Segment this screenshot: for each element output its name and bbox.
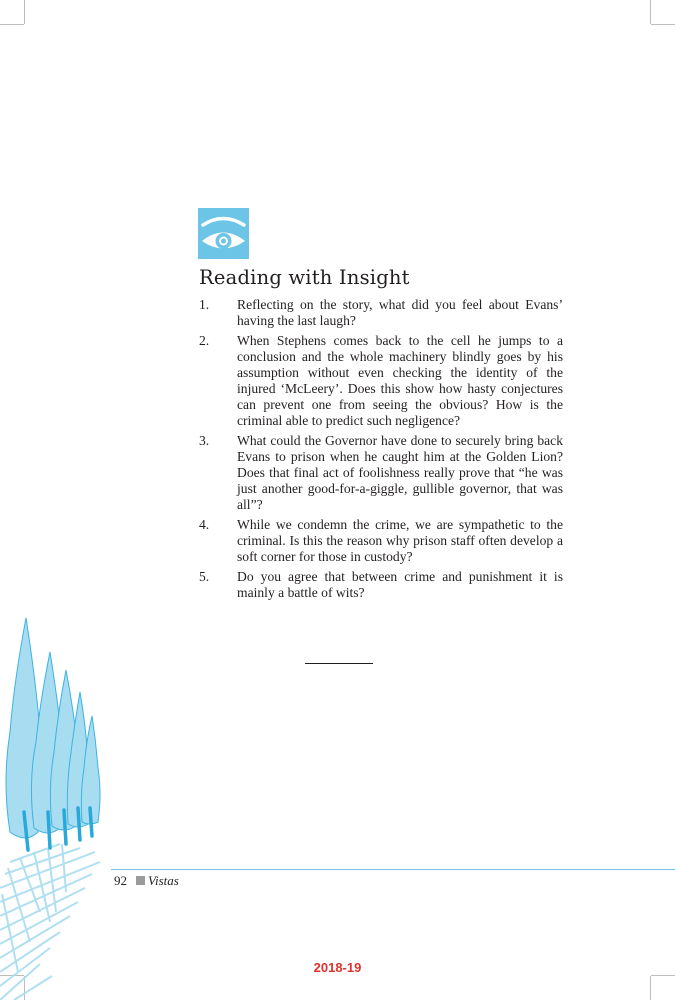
crop-mark-top-left-horizontal xyxy=(0,24,24,25)
crop-mark-top-right-horizontal xyxy=(651,24,675,25)
question-text: When Stephens comes back to the cell he jumps to a conclusion and the whole machinery blindly goes by his assumption without even checking the identity of the injured ‘McLeery’. Does this show how hasty conjectures can prevent one from seeing the obvious? How is the criminal able to predict such negligence? xyxy=(237,333,563,428)
crop-mark-bottom-right-vertical xyxy=(650,976,651,1000)
eye-icon xyxy=(198,208,249,259)
footer-rule xyxy=(111,869,675,870)
question-number: 4. xyxy=(199,517,210,532)
question-list xyxy=(199,297,563,605)
edition-year: 2018-19 xyxy=(313,960,362,975)
question-number: 1. xyxy=(199,297,210,312)
question-number: 2. xyxy=(199,333,210,348)
question-number: 3. xyxy=(199,433,210,448)
trees-illustration xyxy=(0,612,112,1000)
crop-mark-top-right-vertical xyxy=(650,0,651,24)
question-text: What could the Governor have done to securely bring back Evans to prison when he caught him at the Golden Lion? Does that final act of foolishness really prove that “he was just another good-for-a-giggle, gullible governor, that was all”? xyxy=(237,433,563,512)
question-item xyxy=(199,333,563,429)
square-bullet-icon xyxy=(136,876,145,885)
page-number: 92 xyxy=(114,873,127,888)
book-title: Vistas xyxy=(148,873,179,888)
section-end-rule xyxy=(305,663,373,664)
question-text: Do you agree that between crime and punishment it is mainly a battle of wits? xyxy=(237,569,563,600)
question-text: While we condemn the crime, we are sympathetic to the criminal. Is this the reason why prison staff often develop a soft corner for those in custody? xyxy=(237,517,563,564)
crop-mark-bottom-right-horizontal xyxy=(651,975,675,976)
question-item xyxy=(199,297,563,329)
question-text: Reflecting on the story, what did you feel about Evans’ having the last laugh? xyxy=(237,297,563,328)
question-number: 5. xyxy=(199,569,210,584)
question-item xyxy=(199,517,563,565)
question-item xyxy=(199,569,563,601)
question-item xyxy=(199,433,563,513)
section-heading: Reading with Insight xyxy=(199,266,410,289)
crop-mark-top-left-vertical xyxy=(24,0,25,24)
